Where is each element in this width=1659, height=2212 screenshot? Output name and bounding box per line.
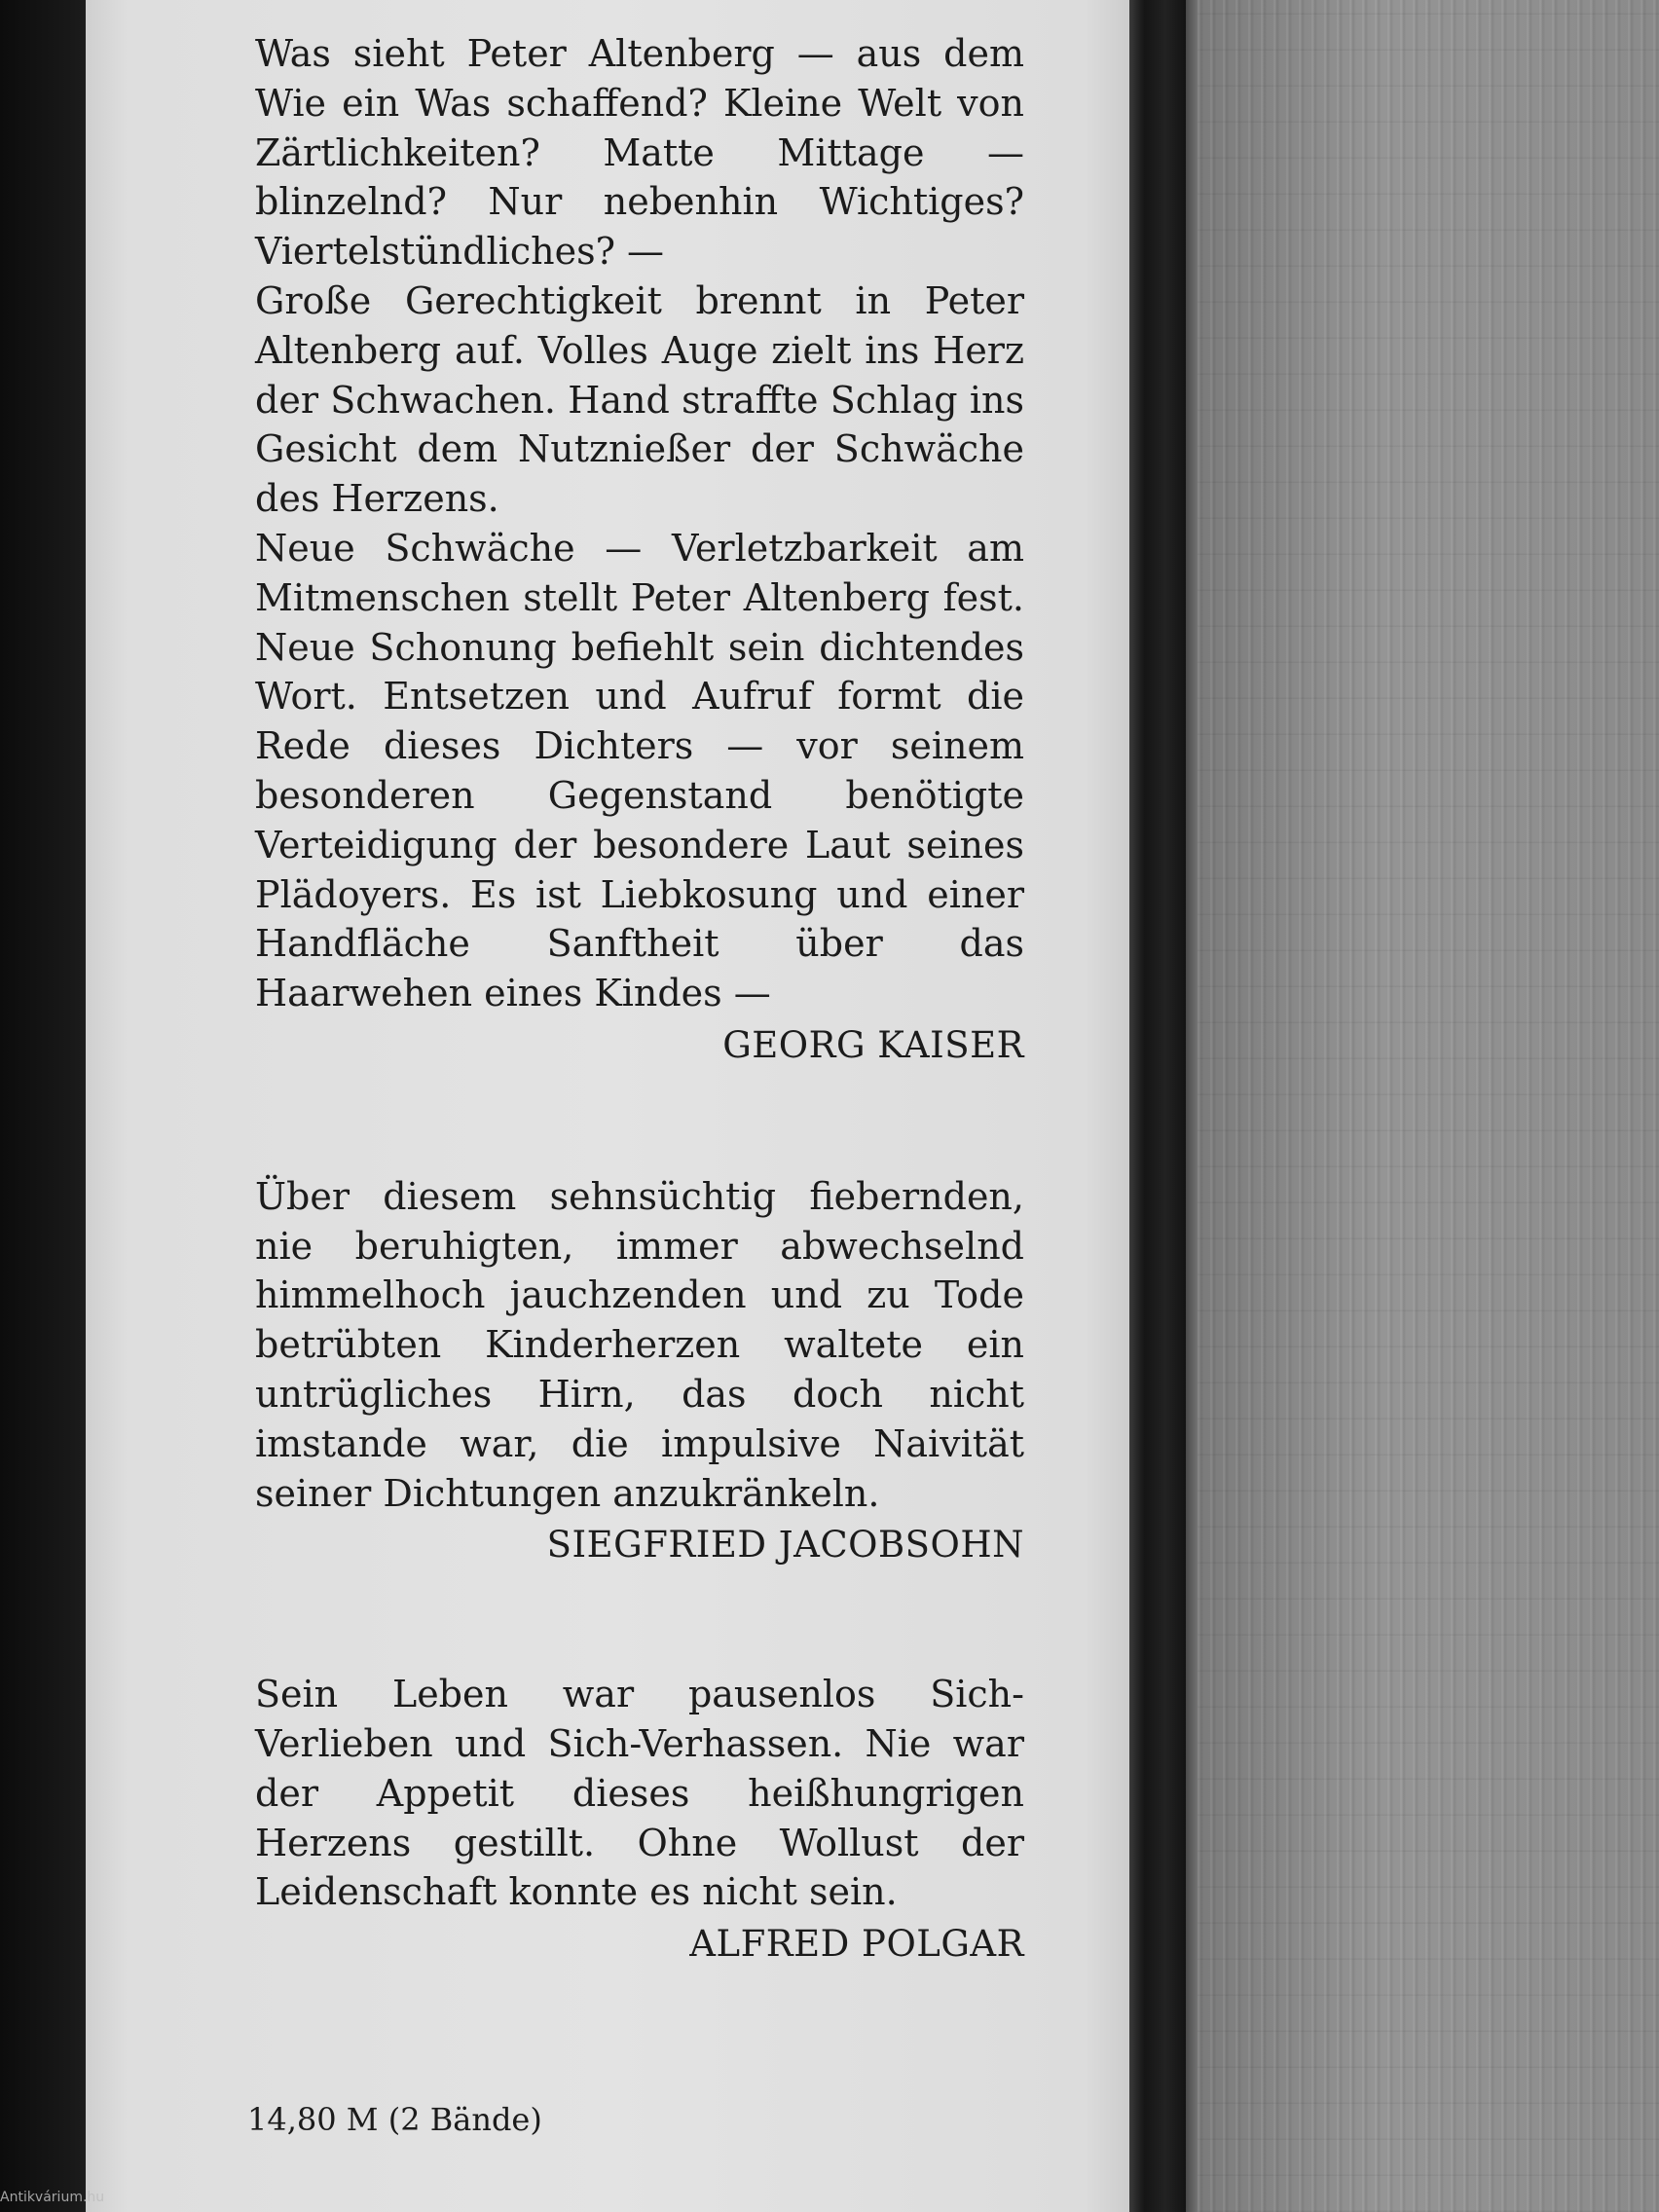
quote-alfred-polgar	[255, 1670, 1024, 1970]
blurb-text-column	[255, 29, 1024, 1970]
book-spine	[1129, 0, 1190, 2212]
quote-paragraph: Was sieht Peter Altenberg — aus dem Wie ein Was schaffend? Kleine Welt von Zärtlichkeiten? Matte Mittage — blinzelnd? Nur nebenhin Wichtiges? Viertelstündliches? —	[255, 32, 1024, 274]
price-label: 14,80 M (2 Bände)	[247, 2101, 542, 2138]
quote-author: SIEGFRIED JACOBSOHN	[546, 1524, 1024, 1567]
quote-paragraph: Sein Leben war pausenlos Sich-Verlieben und Sich-Verhassen. Nie war der Appetit dieses heißhungrigen Herzens gestillt. Ohne Wollust der Leidenschaft konnte es nicht sein.	[255, 1673, 1024, 1914]
quote-paragraph: Neue Schwäche — Verletzbarkeit am Mitmenschen stellt Peter Altenberg fest. Neue Schonung befiehlt sein dichtendes Wort. Entsetzen und Aufruf formt die Rede dieses Dichters — vor seinem besonderen Gegenstand benötigte Verteidigung der besondere Laut seines Plädoyers. Es ist Liebkosung und einer Handfläche Sanftheit über das Haarwehen eines Kindes —	[255, 526, 1024, 1015]
quote-paragraph: Über diesem sehnsüchtig fiebernden, nie beruhigten, immer abwechselnd himmelhoch jauchzenden und zu Tode betrübten Kinderherzen waltete ein untrügliches Hirn, das doch nicht imstande war, die impulsive Naivität seiner Dichtungen anzukränkeln.	[255, 1174, 1024, 1515]
wood-surface	[1198, 0, 1659, 2212]
quote-author: ALFRED POLGAR	[689, 1923, 1024, 1966]
quote-georg-kaiser	[255, 29, 1024, 1071]
quote-paragraph: Große Gerechtigkeit brennt in Peter Altenberg auf. Volles Auge zielt ins Herz der Schwachen. Hand straffte Schlag ins Gesicht dem Nutznießer der Schwäche des Herzens.	[255, 278, 1024, 521]
quote-author: GEORG KAISER	[722, 1023, 1024, 1066]
quote-siegfried-jacobsohn	[255, 1172, 1024, 1570]
watermark-text: Antikvárium.hu	[0, 2190, 105, 2205]
